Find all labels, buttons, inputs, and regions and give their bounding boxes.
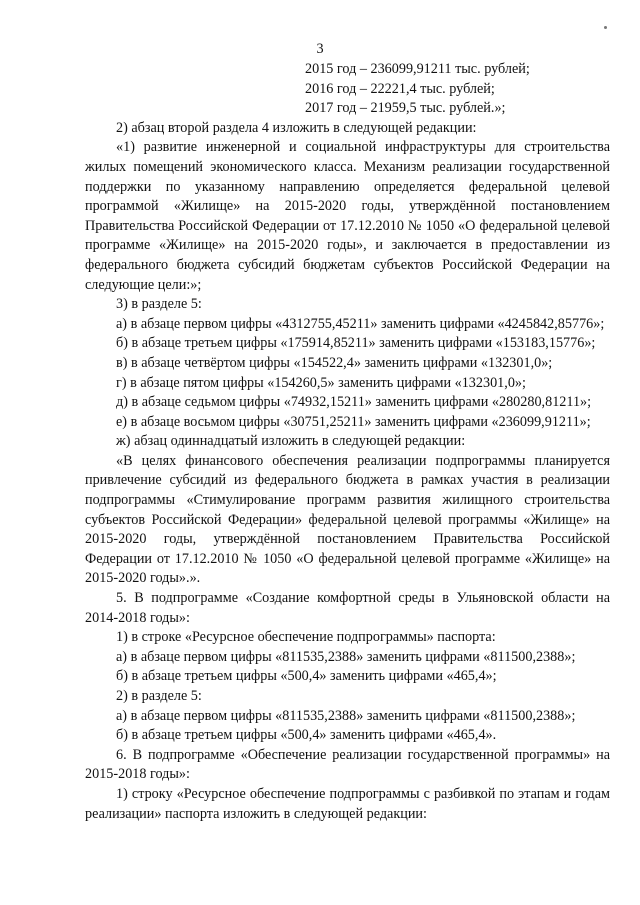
paragraph: д) в абзаце седьмом цифры «74932,15211» заменить цифрами «280280,81211»; bbox=[116, 394, 592, 411]
scan-speck bbox=[604, 26, 607, 29]
paragraph: а) в абзаце первом цифры «811535,2388» заменить цифрами «811500,2388»; bbox=[116, 648, 576, 665]
paragraph: ж) абзац одиннадцатый изложить в следующей редакции: bbox=[116, 433, 466, 450]
paragraph: б) в абзаце третьем цифры «175914,85211» заменить цифрами «153183,15776»; bbox=[116, 335, 596, 352]
paragraph: а) в абзаце первом цифры «811535,2388» заменить цифрами «811500,2388»; bbox=[116, 707, 576, 724]
paragraph: 2) в разделе 5: bbox=[116, 688, 202, 704]
paragraph: 3) в разделе 5: bbox=[116, 296, 202, 313]
budget-line: 2016 год – 22221,4 тыс. рублей; bbox=[305, 80, 495, 97]
paragraph: в) в абзаце четвёртом цифры «154522,4» заменить цифрами «132301,0»; bbox=[116, 354, 553, 371]
paragraph: 2) абзац второй раздела 4 изложить в следующей редакции: bbox=[116, 119, 477, 136]
document-body bbox=[85, 60, 610, 824]
paragraph: «1) развитие инженерной и социальной инфраструктуры для строительства жилых помещений экономического класса. Механизм реализации государственной поддержки по указанному направлению определяется федеральной целевой программой «Жилище» на 2015-2020 годы, утверждённой постановлением Правительства Российской Федерации от 17.12.2010 № 1050 «О федеральной целевой программе «Жилище» на 2015-2020 годы», и заключается в предоставлении из федерального бюджета субсидий бюджетам субъектов Российской Федерации на следующие цели:»; bbox=[85, 139, 610, 293]
paragraph: а) в абзаце первом цифры «4312755,45211» заменить цифрами «4245842,85776»; bbox=[116, 315, 605, 332]
paragraph: 6. В подпрограмме «Обеспечение реализации государственной программы» на 2015-2018 годы»: bbox=[85, 746, 610, 783]
paragraph: б) в абзаце третьем цифры «500,4» заменить цифрами «465,4». bbox=[116, 727, 497, 744]
paragraph: 1) в строке «Ресурсное обеспечение подпрограммы» паспорта: bbox=[116, 629, 496, 646]
paragraph: 5. В подпрограмме «Создание комфортной среды в Ульяновской области на 2014-2018 годы»: bbox=[85, 590, 610, 626]
budget-line: 2017 год – 21959,5 тыс. рублей.»; bbox=[305, 100, 506, 117]
paragraph: б) в абзаце третьем цифры «500,4» заменить цифрами «465,4»; bbox=[116, 668, 497, 685]
paragraph: е) в абзаце восьмом цифры «30751,25211» заменить цифрами «236099,91211»; bbox=[116, 413, 591, 430]
budget-line: 2015 год – 236099,91211 тыс. рублей; bbox=[305, 61, 530, 77]
paragraph: г) в абзаце пятом цифры «154260,5» заменить цифрами «132301,0»; bbox=[116, 374, 526, 391]
paragraph: 1) строку «Ресурсное обеспечение подпрограммы с разбивкой по этапам и годам реализации» паспорта изложить в следующей редакции: bbox=[85, 785, 610, 822]
paragraph: «В целях финансового обеспечения реализации подпрограммы планируется привлечение субсидий из федерального бюджета в рамках участия в реализации подпрограммы «Стимулирование программ развития жилищного строительства субъектов Российской Федерации» федеральной целевой программы «Жилище» на 2015-2020 годы, утверждённой постановлением Правительства Российской Федерации от 17.12.2010 № 1050 «О федеральной целевой программе «Жилище» на 2015-2020 годы».». bbox=[85, 452, 610, 587]
page-number: 3 bbox=[316, 41, 324, 57]
